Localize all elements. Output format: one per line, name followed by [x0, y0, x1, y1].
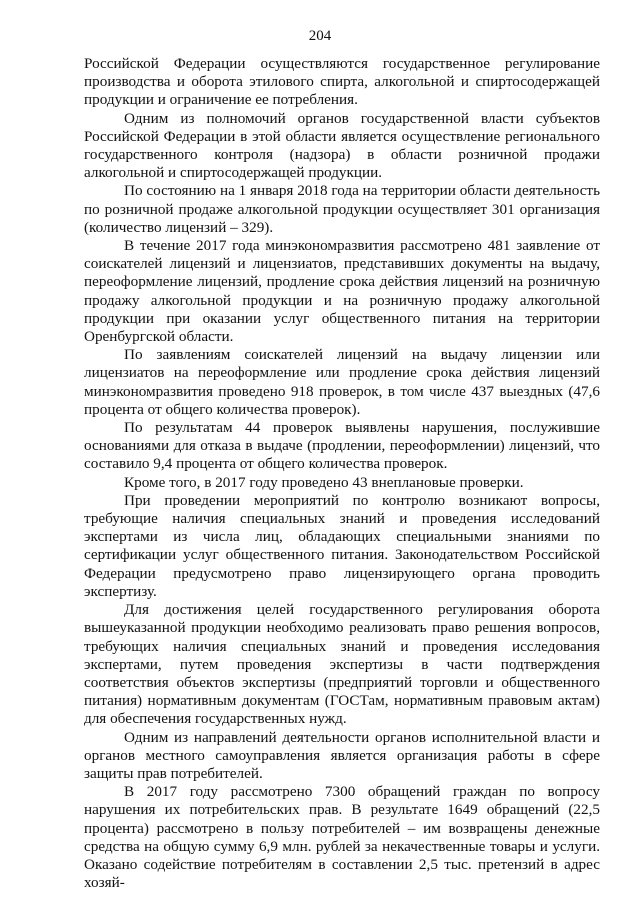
paragraph: В 2017 году рассмотрено 7300 обращений граждан по вопросу нарушения их потребительских прав. В результате 1649 обращений (22,5 процента) рассмотрено в пользу потребителей – им возвращены денежные средства на общую сумму 6,9 млн. рублей за некачественные товары и услуги. Оказано содействие потребителям в составлении 2,5 тыс. претензий в адрес хозяй-	[84, 783, 600, 892]
page-number: 204	[308, 28, 332, 44]
paragraph: Кроме того, в 2017 году проведено 43 внеплановые проверки.	[124, 473, 524, 491]
paragraph: Для достижения целей государственного регулирования оборота вышеуказанной продукции необходимо реализовать право решения вопросов, требующих наличия специальных знаний и проведения исследования экспертами, путем проведения экспертизы в части подтверждения соответствия объектов экспертизы (предприятий торговли и общественного питания) нормативным документам (ГОСТам, нормативным правовым актам) для обеспечения государственных нужд.	[84, 601, 600, 728]
paragraph: Одним из полномочий органов государственной власти субъектов Российской Федерации в этой области является осуществление регионального государственного контроля (надзора) в области розничной продажи алкогольной и спиртосодержащей продукции.	[84, 109, 600, 182]
paragraph: В течение 2017 года минэкономразвития рассмотрено 481 заявление от соискателей лицензий и лицензиатов, представивших документы на выдачу, переоформление лицензий, продление срока действия лицензий на розничную продажу алкогольной продукции и на розничную продажу алкогольной продукции при оказании услуг общественного питания на территории Оренбургской области.	[84, 237, 600, 346]
paragraph: По результатам 44 проверок выявлены нарушения, послужившие основаниями для отказа в выдаче (продлении, переоформлении) лицензий, что составило 9,4 процента от общего количества проверок.	[84, 419, 600, 473]
paragraph: По заявлениям соискателей лицензий на выдачу лицензии или лицензиатов на переоформление или продление срока действия лицензий минэкономразвития проведено 918 проверок, в том числе 437 выездных (47,6 процента от общего количества проверок).	[84, 346, 600, 418]
paragraph: Российской Федерации осуществляются государственное регулирование производства и оборота этилового спирта, алкогольной и спиртосодержащей продукции и ограничение ее потребления.	[84, 55, 600, 109]
document-body	[84, 55, 600, 892]
paragraph: По состоянию на 1 января 2018 года на территории области деятельность по розничной продаже алкогольной продукции осуществляет 301 организация (количество лицензий – 329).	[84, 182, 600, 236]
paragraph: Одним из направлений деятельности органов исполнительной власти и органов местного самоуправления является организация работы в сфере защиты прав потребителей.	[84, 728, 600, 782]
paragraph: При проведении мероприятий по контролю возникают вопросы, требующие наличия специальных знаний и проведения исследований экспертами из числа лиц, обладающих специальными знаниями по сертификации услуг общественного питания. Законодательством Российской Федерации предусмотрено право лицензирующего органа проводить экспертизу.	[84, 491, 600, 600]
